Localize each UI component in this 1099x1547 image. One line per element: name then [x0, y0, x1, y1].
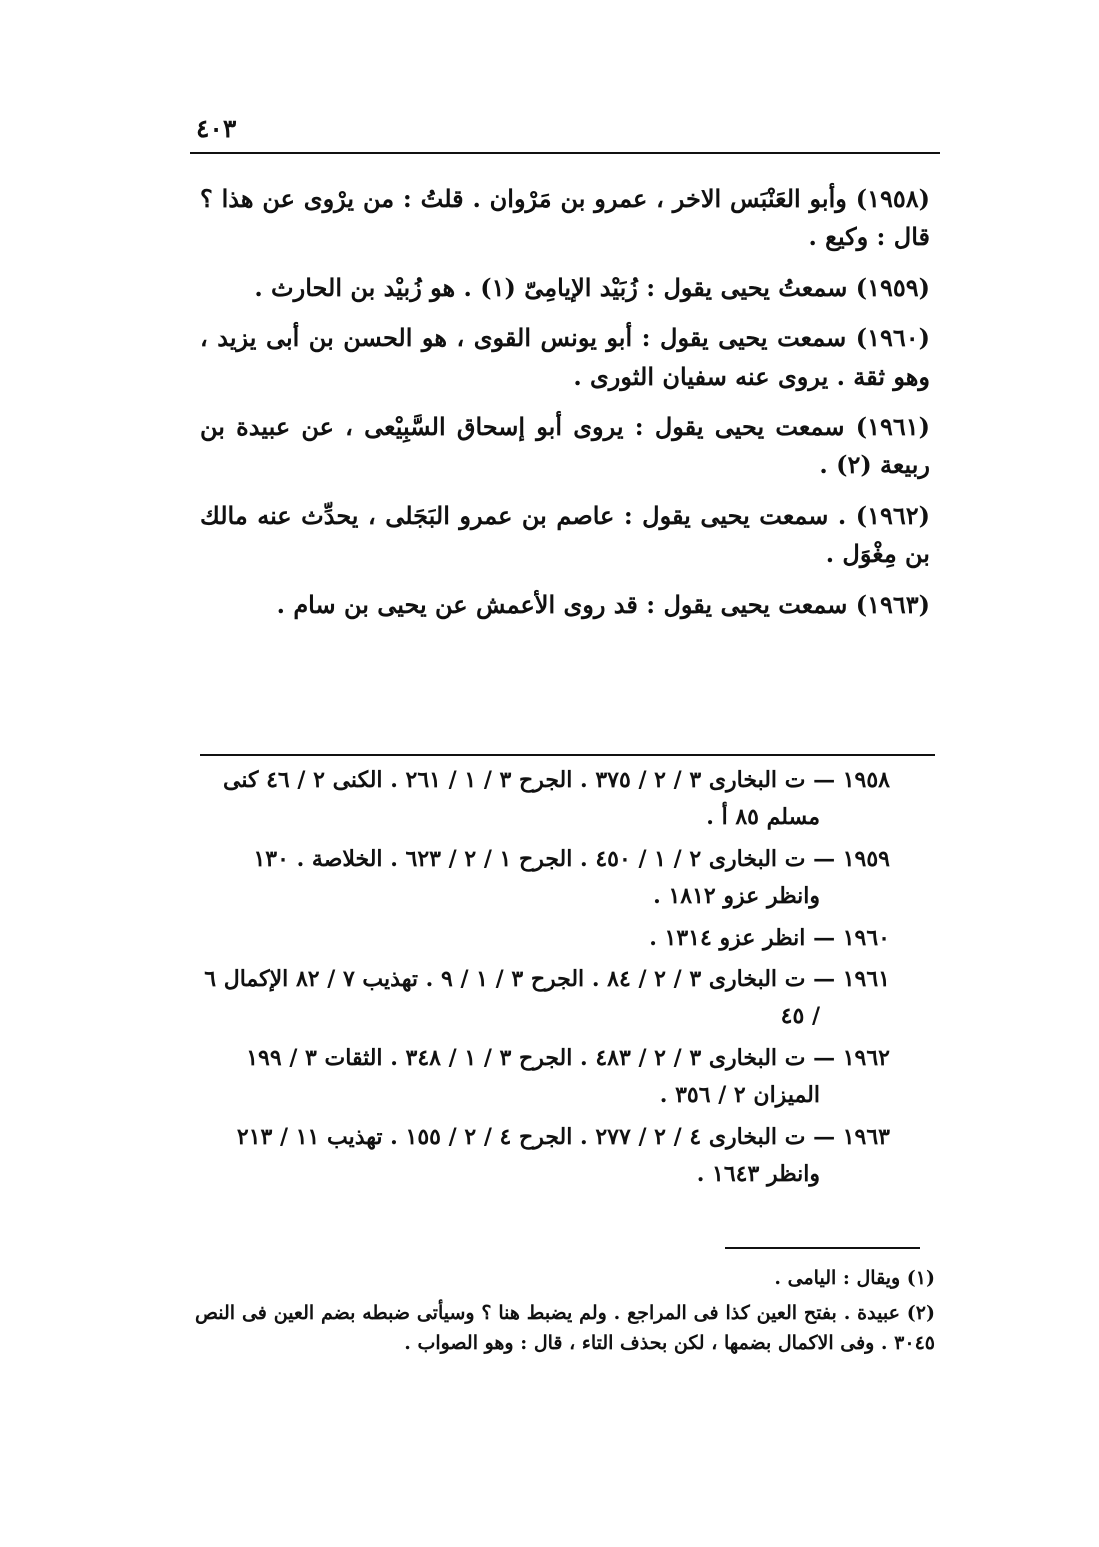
reference-1958: ١٩٥٨ — ت البخارى ٣ / ٢ / ٣٧٥ . الجرح ٣ / ١ / ٢٦١ . الكنى ٢ / ٤٦ كنى مسلم ٨٥ أ .	[223, 767, 890, 831]
references-list	[200, 762, 890, 1197]
page-number: ٤٠٣	[196, 114, 237, 143]
entry-1961: (١٩٦١) سمعت يحيى يقول : يروى أبو إسحاق السَّبِيْعى ، عن عبيدة بن ربيعة (٢) .	[200, 411, 930, 480]
entry-1963: (١٩٦٣) سمعت يحيى يقول : قد روى الأعمش عن يحيى بن سام .	[276, 589, 930, 619]
footnotes	[195, 1264, 935, 1364]
reference-1963: ١٩٦٣ — ت البخارى ٤ / ٢ / ٢٧٧ . الجرح ٤ / ٢ / ١٥٥ . تهذيب ١١ / ٢١٣ وانظر ١٦٤٣ .	[236, 1123, 890, 1187]
footnotes-divider	[725, 1247, 920, 1249]
entry-1960: (١٩٦٠) سمعت يحيى يقول : أبو يونس القوى ، هو الحسن بن أبى يزيد ، وهو ثقة . يروى عنه سفيان الثورى .	[200, 323, 930, 391]
footnote-2: (٢) عبيدة . بفتح العين كذا فى المراجع . ولم يضبط هنا ؟ وسيأتى ضبطه بضم العين فى النص ٣٠٤٥ . وفى الاكمال بضمها ، لكن بحذف التاء ، قال : وهو الصواب .	[195, 1302, 935, 1354]
references-divider	[200, 754, 935, 756]
main-text	[200, 180, 930, 636]
entry-1962: (١٩٦٢) . سمعت يحيى يقول : عاصم بن عمرو البَجَلى ، يحدِّث عنه مالك بن مِغْوَل .	[200, 500, 930, 569]
entry-1958: (١٩٥٨) وأبو العَنْبَس الاخر ، عمرو بن مَرْوان . قلتُ : من يرْوى عن هذا ؟ قال : وكيع .	[200, 184, 931, 252]
entry-1959: (١٩٥٩) سمعتُ يحيى يقول : زُبَيْد الإيامِىّ (١) . هو زُبيْد بن الحارث .	[254, 272, 930, 302]
reference-1962: ١٩٦٢ — ت البخارى ٣ / ٢ / ٤٨٣ . الجرح ٣ / ١ / ٣٤٨ . الثقات ٣ / ١٩٩ الميزان ٢ / ٣٥٦ .	[246, 1044, 890, 1109]
footnote-1: (١) ويقال : اليامى .	[774, 1267, 935, 1289]
header-divider	[190, 152, 940, 154]
reference-1959: ١٩٥٩ — ت البخارى ٢ / ١ / ٤٥٠ . الجرح ١ / ٢ / ٦٢٣ . الخلاصة . ١٣٠ وانظر عزو ١٨١٢ .	[253, 845, 890, 910]
reference-1960: ١٩٦٠ — انظر عزو ١٣١٤ .	[649, 924, 890, 951]
reference-1961: ١٩٦١ — ت البخارى ٣ / ٢ / ٨٤ . الجرح ٣ / ١ / ٩ . تهذيب ٧ / ٨٢ الإكمال ٦ / ٤٥	[204, 965, 890, 1030]
